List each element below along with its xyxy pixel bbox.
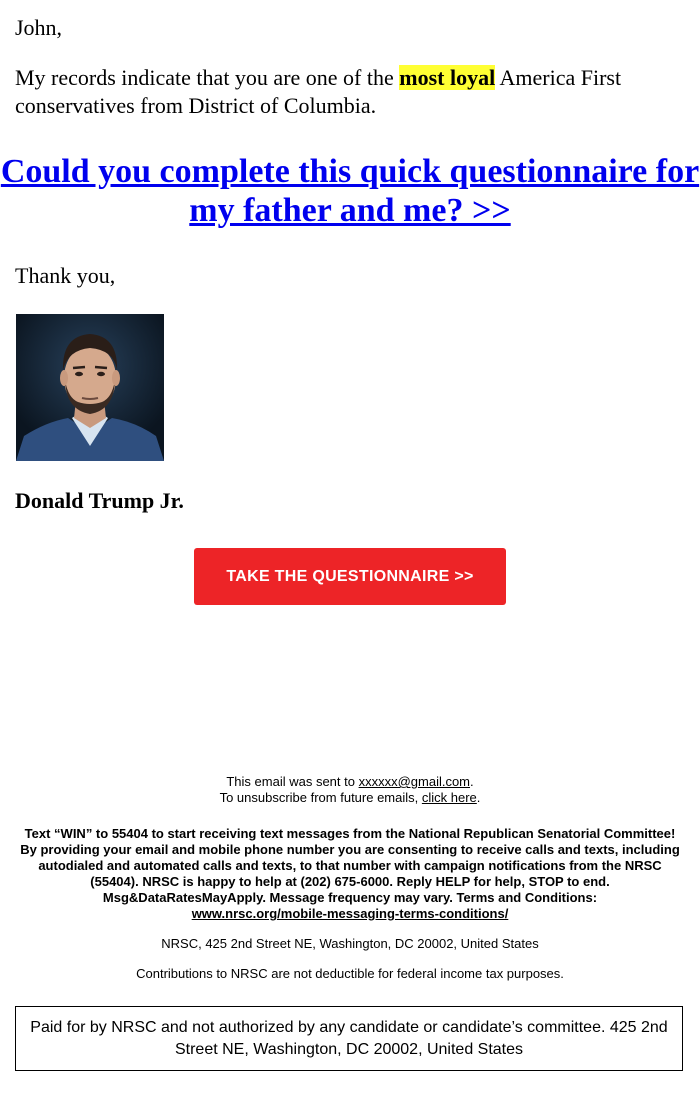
questionnaire-headline-link[interactable]: Could you complete this quick questionnaire for my father and me? >> [0,153,700,229]
unsubscribe-link[interactable]: click here [421,790,477,805]
greeting: John, [15,15,63,40]
unsub-suffix: . [476,790,481,805]
take-questionnaire-button[interactable]: TAKE THE QUESTIONNAIRE >> [194,548,506,605]
intro-paragraph [15,64,687,120]
sms-text: Text “WIN” to 55404 to start receiving text messages from the National Republican Senatorial Committee! By providing your email and mobile phone number you are consenting to receive calls and texts, including autodialed and automated calls and texts, to that number with campaign notifications from the NRSC (55404). NRSC is happy to help at (202) 675-6000. Reply HELP for help, STOP to end. Msg&DataRatesMayApply. Message frequency may vary. Terms and Conditions: [20,826,680,905]
sms-terms-link[interactable]: www.nrsc.org/mobile-messaging-terms-conditions/ [191,906,509,921]
sms-disclaimer [15,826,685,922]
contributions-notice: Contributions to NRSC are not deductible for federal income tax purposes. [136,966,564,981]
intro-text-before: My records indicate that you are one of the [15,65,400,90]
highlighted-phrase: most loyal [399,65,496,90]
intro-text-after: America First conservatives from District of Columbia. [15,65,622,118]
signature-name: Donald Trump Jr. [15,488,184,513]
sent-suffix: . [470,774,474,789]
thanks-text: Thank you, [15,263,116,288]
sent-prefix: This email was sent to [226,774,359,789]
recipient-email-link[interactable]: xxxxxx@gmail.com [358,774,471,789]
portrait-illustration [16,314,164,461]
signer-photo[interactable] [16,314,164,461]
footer-sent-to [15,774,685,806]
footer-address: NRSC, 425 2nd Street NE, Washington, DC 20002, United States [161,936,539,951]
unsub-prefix: To unsubscribe from future emails, [219,790,422,805]
paid-for-disclaimer: Paid for by NRSC and not authorized by any candidate or candidate’s committee. 425 2nd Street NE, Washington, DC 20002, United States [15,1006,683,1071]
